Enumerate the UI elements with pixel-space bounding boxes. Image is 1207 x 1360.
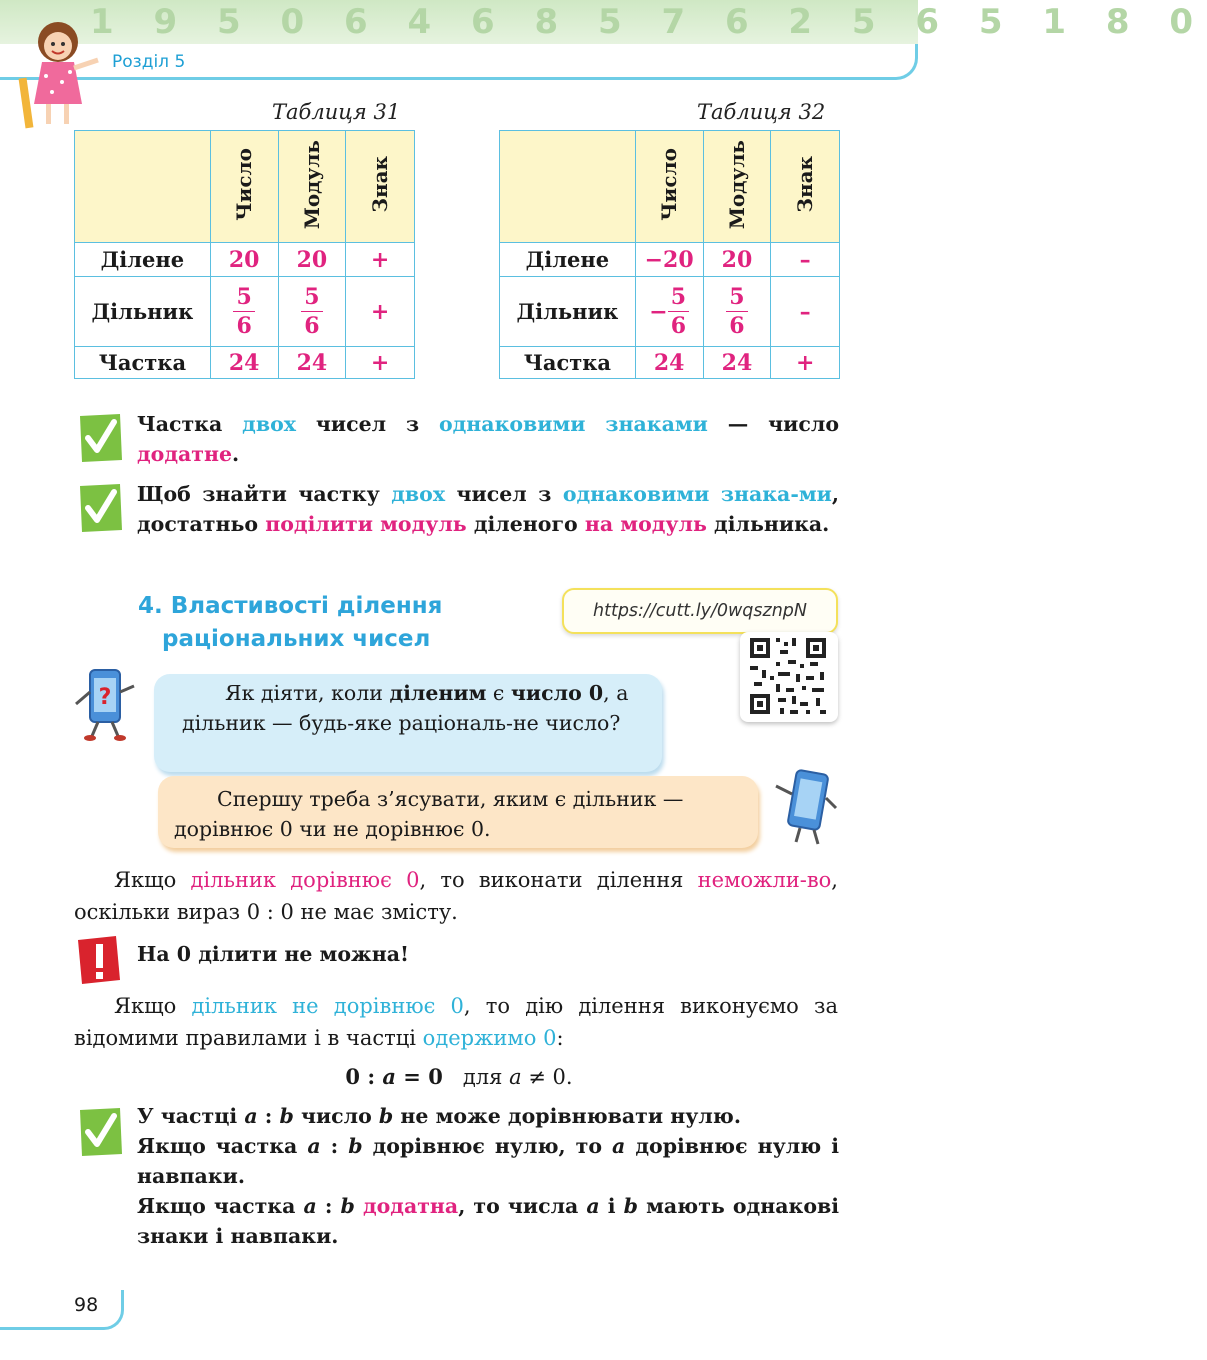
minus-sign: − — [649, 298, 668, 325]
table-31 — [74, 130, 415, 379]
column-header-modulus: Модуль — [278, 131, 346, 243]
table-corner-cell — [75, 131, 211, 243]
exclamation-icon — [76, 934, 122, 986]
section-label: Розділ 5 — [112, 52, 186, 72]
table-cell: – — [771, 243, 840, 277]
question-bubble: Як діяти, коли діленим є число 0, а дільник — будь-яке раціональ-не число? — [154, 674, 662, 772]
formula: 0 : a = 0 для a ≠ 0. — [345, 1064, 573, 1089]
table-cell: 20 — [703, 243, 771, 277]
table-cell: + — [771, 347, 840, 379]
table-corner-cell — [500, 131, 636, 243]
header-digit-pattern: 1 9 5 0 6 4 6 8 5 7 6 2 5 6 5 1 8 0 — [90, 2, 1207, 42]
rule-zero-quotient — [137, 1101, 839, 1251]
table-row — [500, 347, 840, 379]
row-label: Ділене — [75, 243, 211, 277]
table-32-caption: Таблиця 32 — [697, 100, 826, 124]
answer-bubble: Спершу треба з’ясувати, яким є дільник — дорівнює 0 чи не дорівнює 0. — [158, 776, 758, 848]
warning-text: На 0 ділити не можна! — [137, 942, 409, 966]
table-row — [500, 243, 840, 277]
row-label: Дільник — [500, 277, 636, 347]
header-band — [0, 0, 1207, 44]
table-cell: 24 — [703, 347, 771, 379]
section-heading-line1: 4. Властивості ділення — [138, 593, 443, 619]
column-header-sign: Знак — [771, 131, 840, 243]
table-cell: + — [346, 347, 415, 379]
table-cell: 24 — [278, 347, 346, 379]
section-heading-line2: раціональних чисел — [162, 626, 431, 652]
table-cell: 20 — [278, 243, 346, 277]
fraction-cell: $\frac{5}{6}$ — [703, 277, 771, 347]
svg-text:?: ? — [98, 685, 112, 710]
fraction-cell: − $\frac{5}{6}$ — [635, 277, 703, 347]
column-header-modulus: Модуль — [703, 131, 771, 243]
column-header-sign: Знак — [346, 131, 415, 243]
fraction-cell: $\frac{5}{6}$ — [278, 277, 346, 347]
qr-code-frame[interactable] — [740, 632, 838, 722]
phone-mascot-icon — [72, 664, 142, 742]
rule-line-2: Якщо частка a : b дорівнює нулю, то a дорівнює нулю і навпаки. — [137, 1134, 839, 1188]
table-row — [500, 277, 840, 347]
fraction-cell: $\frac{5}{6}$ — [210, 277, 278, 347]
rule-quotient-procedure: Щоб знайти частку двох чисел з однаковими знака-ми, достатньо поділити модуль діленого на модуль дільника. — [137, 482, 839, 536]
qr-code-icon — [740, 632, 838, 722]
table-row — [75, 347, 415, 379]
phone-mascot-icon — [770, 768, 840, 848]
row-label: Дільник — [75, 277, 211, 347]
column-header-number: Число — [210, 131, 278, 243]
row-label: Частка — [500, 347, 636, 379]
table-cell: 20 — [210, 243, 278, 277]
paragraph-divisor-nonzero: Якщо дільник не дорівнює 0, то дію ділення виконуємо за відомими правилами і в частці одержимо 0: — [74, 994, 838, 1050]
section-heading — [138, 590, 442, 656]
rule-line-3: Якщо частка a : b додатна, то числа a і b мають однакові знаки і навпаки. — [137, 1194, 840, 1248]
table-cell: – — [771, 277, 840, 347]
checkmark-icon — [76, 1106, 124, 1158]
table-cell: 24 — [635, 347, 703, 379]
checkmark-icon — [76, 482, 124, 534]
column-header-number: Число — [635, 131, 703, 243]
rule-positive-quotient: Частка двох чисел з однаковими знаками — число додатне. — [137, 412, 840, 466]
resource-link[interactable]: https://cutt.ly/0wqsznpN — [562, 588, 838, 634]
table-cell: −20 — [635, 243, 703, 277]
row-label: Ділене — [500, 243, 636, 277]
footer-border — [0, 1290, 124, 1330]
table-31-caption: Таблиця 31 — [272, 100, 401, 124]
page-number: 98 — [74, 1294, 99, 1316]
table-32 — [499, 130, 840, 379]
table-cell: + — [346, 243, 415, 277]
girl-mascot-icon — [14, 18, 104, 130]
row-label: Частка — [75, 347, 211, 379]
table-row — [75, 277, 415, 347]
paragraph-divisor-zero: Якщо дільник дорівнює 0, то виконати ділення неможли-во, оскільки вираз 0 : 0 не має змісту. — [74, 868, 838, 924]
table-cell: + — [346, 277, 415, 347]
table-cell: 24 — [210, 347, 278, 379]
checkmark-icon — [76, 412, 124, 464]
table-row — [75, 243, 415, 277]
rule-line-1: У частці a : b число b не може дорівнювати нулю. — [137, 1104, 741, 1128]
